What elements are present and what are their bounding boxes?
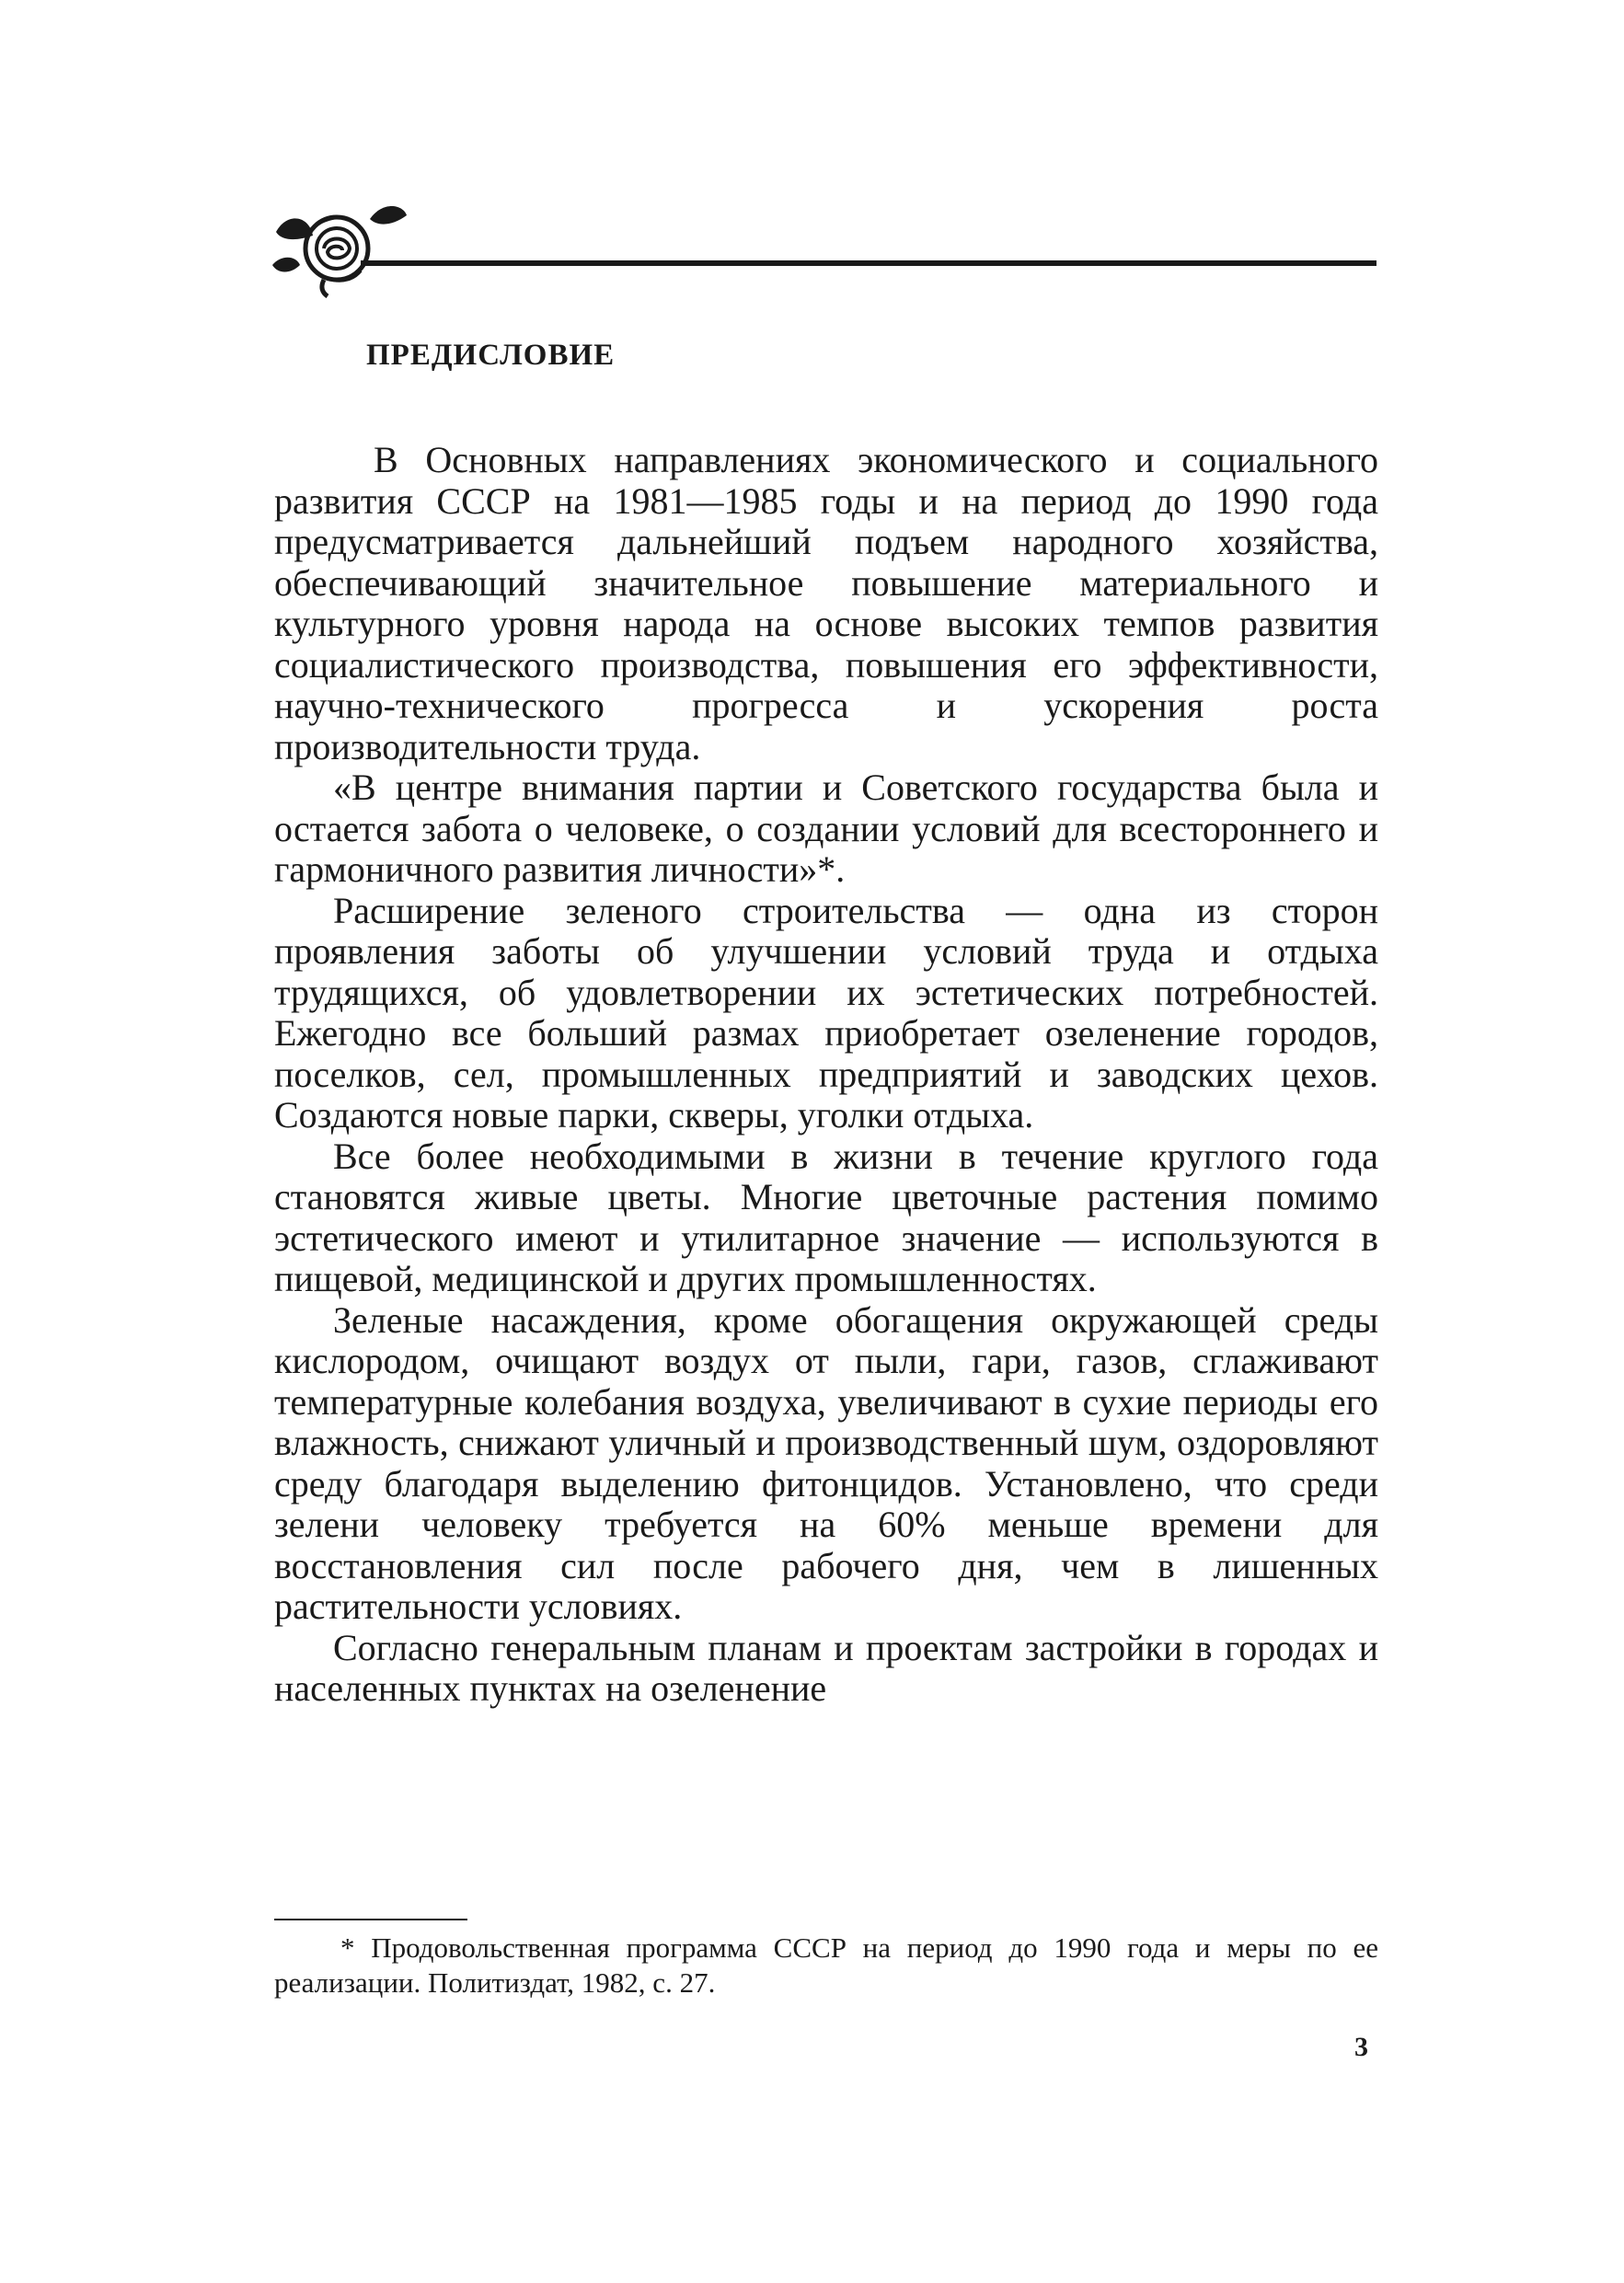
paragraph: Расширение зеленого строительства — одна из сторон проявления заботы об улучшении условий труда и отдыха трудящихся, об удовлетворении их эстетических потребностей. Ежегодно все больший размах приобретает озеленение городов, поселков, сел, промышленных предприятий и заводских цехов. Создаются новые парки, скверы, уголки отдыха. [274, 889, 1378, 1136]
header-rule [361, 260, 1376, 266]
paragraph: Зеленые насаждения, кроме обогащения окружающей среды кислородом, очищают воздух от пыли, гари, газов, сглаживают температурные колебания воздуха, увеличивают в сухие периоды его влажность, снижают уличный и производственный шум, оздоровляют среду благодаря выделению фитонцидов. Установлено, что среди зелени человеку требуется на 60% меньше времени для восстановления сил после рабочего дня, чем в лишенных растительности условиях. [274, 1298, 1378, 1627]
rose-icon [269, 195, 409, 298]
page-title: ПРЕДИСЛОВИЕ [366, 339, 616, 372]
footnote: * Продовольственная программа СССР на период до 1990 года и меры по ее реализации. Политиздат, 1982, с. 27. [274, 1931, 1378, 1999]
paragraph: В Основных направлениях экономического и социального развития СССР на 1981—1985 годы и на период до 1990 года предусматривается дальнейший подъем народного хозяйства, обеспечивающий значительное повышение материального и культурного уровня народа на основе высоких темпов развития социалистического производства, повышения его эффективности, научно-технического прогресса и ускорения роста производительности труда. [274, 439, 1378, 767]
paragraph: «В центре внимания партии и Советского государства была и остается забота о человеке, о создании условий для всестороннего и гармоничного развития личности»*. [274, 767, 1378, 890]
paragraph: Согласно генеральным планам и проектам застройки в городах и населенных пунктах на озеленение [274, 1626, 1378, 1709]
footnote-rule [274, 1919, 467, 1920]
page-number: 3 [1354, 2032, 1368, 2062]
preface-body [274, 440, 1378, 1710]
paragraph: Все более необходимыми в жизни в течение круглого года становятся живые цветы. Многие цветочные растения помимо эстетического имеют и утилитарное значение — используются в пищевой, медицинской и других промышленностях. [274, 1135, 1378, 1299]
